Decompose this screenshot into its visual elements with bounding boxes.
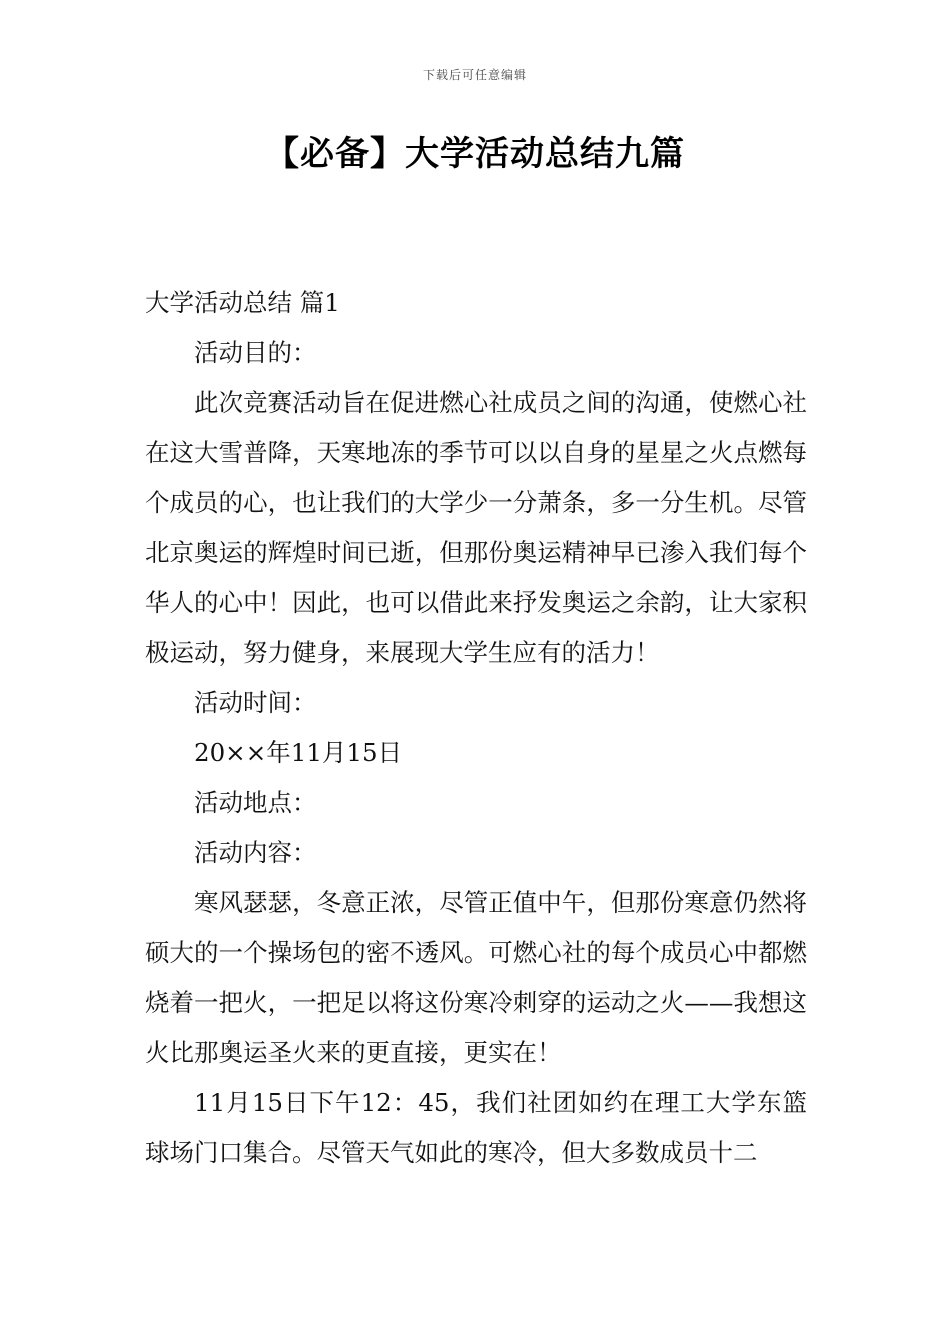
section-heading: 大学活动总结 篇1 <box>145 288 340 317</box>
paragraph-purpose: 此次竞赛活动旨在促进燃心社成员之间的沟通，使燃心社在这大雪普降，天寒地冻的季节可以以自身的星星之火点燃每个成员的心，也让我们的大学少一分萧条，多一分生机。尽管北京奥运的辉煌时间已逝，但那份奥运精神早已渗入我们每个华人的心中！因此，也可以借此来抒发奥运之余韵，让大家积极运动，努力健身，来展现大学生应有的活力！ <box>145 388 807 667</box>
paragraph-purpose-label: 活动目的： <box>194 338 317 367</box>
paragraph-content-2: 11月15日下午12：45，我们社团如约在理工大学东篮球场门口集合。尽管天气如此的寒冷，但大多数成员十二 <box>145 1088 807 1167</box>
paragraph-date: 20××年11月15日 <box>194 738 403 767</box>
header-note: 下载后可任意编辑 <box>422 68 527 82</box>
document-title: 【必备】大学活动总结九篇 <box>265 134 685 174</box>
paragraph-time-label: 活动时间： <box>194 688 317 717</box>
paragraph-content-1: 寒风瑟瑟，冬意正浓，尽管正值中午，但那份寒意仍然将硕大的一个操场包的密不透风。可燃心社的每个成员心中都燃烧着一把火，一把足以将这份寒冷刺穿的运动之火——我想这火比那奥运圣火来的更直接，更实在！ <box>145 888 807 1067</box>
document-body <box>145 278 807 1178</box>
paragraph-location-label: 活动地点： <box>194 788 317 817</box>
paragraph-content-label: 活动内容： <box>194 838 317 867</box>
